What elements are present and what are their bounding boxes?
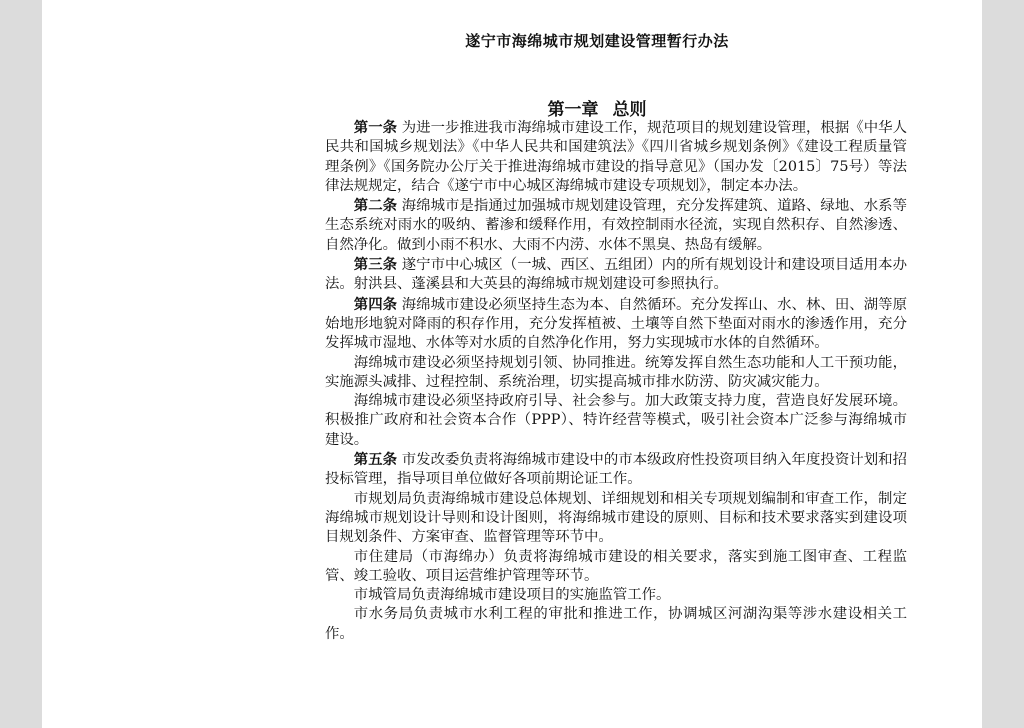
paragraph-5 (325, 354, 907, 393)
paragraph-11 (325, 605, 907, 644)
paragraph-10 (325, 586, 907, 605)
paragraph-text: 海绵城市建设必须坚持政府引导、社会参与。加大政策支持力度，营造良好发展环境。积极推广政府和社会资本合作（PPP）、特许经营等模式，吸引社会资本广泛参与海绵城市建设。 (325, 393, 907, 448)
paragraph-text: 市规划局负责海绵城市建设总体规划、详细规划和相关专项规划编制和审查工作，制定海绵城市规划设计导则和设计图则，将海绵城市建设的原则、目标和技术要求落实到建设项目规划条件、方案审查、监督管理等环节中。 (325, 490, 907, 546)
document-page (42, 0, 982, 728)
paragraph-2 (325, 196, 907, 255)
paragraph-text: 海绵城市建设必须坚持规划引领、协同推进。统筹发挥自然生态功能和人工干预功能，实施源头减排、过程控制、系统治理，切实提高城市排水防涝、防灾减灾能力。 (325, 354, 907, 390)
paragraph-4 (325, 295, 907, 354)
paragraph-text: 市住建局（市海绵办）负责将海绵城市建设的相关要求，落实到施工图审查、工程监管、竣工验收、项目运营维护管理等环节。 (325, 548, 907, 584)
article-number: 第二条 (353, 197, 398, 215)
paragraph-text: 市水务局负责城市水利工程的审批和推进工作，协调城区河湖沟渠等涉水建设相关工作。 (325, 606, 907, 642)
paragraph-text: 市城管局负责海绵城市建设项目的实施监管工作。 (353, 587, 671, 604)
paragraph-text: 遂宁市中心城区（一城、西区、五组团）内的所有规划设计和建设项目适用本办法。射洪县、蓬溪县和大英县的海绵城市规划建设可参照执行。 (325, 257, 907, 293)
paragraph-text: 为进一步推进我市海绵城市建设工作，规范项目的规划建设管理，根据《中华人民共和国城乡规划法》《中华人民共和国建筑法》《四川省城乡规划条例》《建设工程质量管理条例》《国务院办公厅关于推进海绵城市建设的指导意见》（国办发〔2015〕75号）等法律法规规定，结合《遂宁市中心城区海绵城市建设专项规划》，制定本办法。 (325, 120, 907, 194)
paragraph-7 (325, 450, 907, 490)
paragraph-3 (325, 255, 907, 295)
paragraph-1 (325, 118, 907, 196)
article-number: 第三条 (353, 256, 398, 274)
article-number: 第四条 (353, 295, 398, 313)
paragraph-text: 海绵城市是指通过加强城市规划建设管理，充分发挥建筑、道路、绿地、水系等生态系统对雨水的吸纳、蓄渗和缓释作用，有效控制雨水径流，实现自然积存、自然渗透、自然净化。做到小雨不积水、大雨不内涝、水体不黑臭、热岛有缓解。 (325, 198, 907, 253)
paragraph-text: 海绵城市建设必须坚持生态为本、自然循环。充分发挥山、水、林、田、湖等原始地形地貌对降雨的积存作用，充分发挥植被、土壤等自然下垫面对雨水的渗透作用，充分发挥城市湿地、水体等对水质的自然净化作用，努力实现城市水体的自然循环。 (325, 296, 907, 352)
article-number: 第五条 (353, 451, 398, 469)
paragraph-8 (325, 490, 907, 548)
paragraph-9 (325, 548, 907, 587)
document-body (325, 118, 907, 644)
paragraph-6 (325, 392, 907, 450)
article-number: 第一条 (353, 119, 398, 136)
document-title: 遂宁市海绵城市规划建设管理暂行办法 (465, 32, 729, 50)
paragraph-text: 市发改委负责将海绵城市建设中的市本级政府性投资项目纳入年度投资计划和招投标管理，指导项目单位做好各项前期论证工作。 (325, 452, 907, 488)
chapter-title: 第一章 总则 (547, 100, 647, 120)
